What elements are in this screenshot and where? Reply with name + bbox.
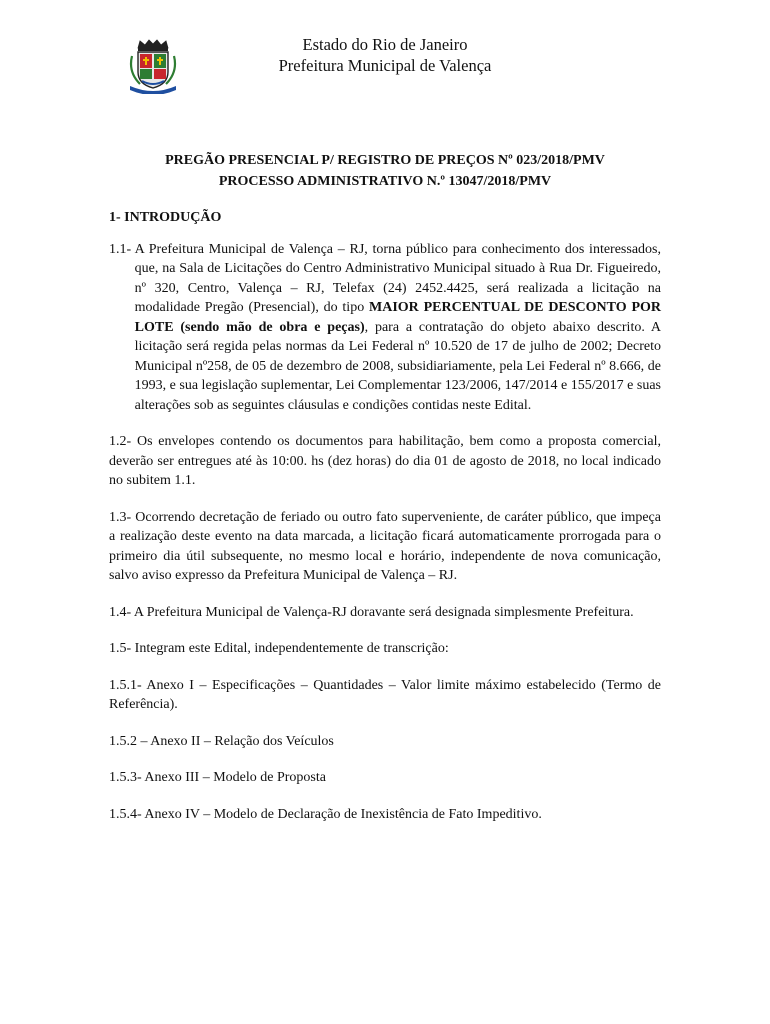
paragraph-emphasis: MAIOR PERCENTUAL DE DESCONTO POR LOTE (sendo mão de obra e peças) [134, 300, 661, 335]
annex-item-4: 1.5.4- Anexo IV – Modelo de Declaração de Inexistência de Fato Impeditivo. [109, 806, 542, 822]
section-heading: 1- INTRODUÇÃO [109, 210, 222, 225]
document-body [109, 208, 661, 841]
state-name: Estado do Rio de Janeiro [302, 35, 468, 54]
annex-item-3: 1.5.3- Anexo III – Modelo de Proposta [109, 770, 326, 785]
paragraph-number: 1.1- [109, 241, 135, 257]
bid-title: PREGÃO PRESENCIAL P/ REGISTRO DE PREÇOS Nº 023/2018/PMV [165, 153, 605, 168]
coat-of-arms-icon [126, 38, 180, 94]
document-header [230, 34, 540, 76]
paragraph-text [135, 240, 661, 416]
city-hall-name: Prefeitura Municipal de Valença [278, 56, 492, 75]
paragraph-text-part: A Prefeitura Municipal de Valença – RJ, torna público para conhecimento dos interessados, que, na Sala de Licitações do Centro Administrativo Municipal situado à Rua Dr. Figueiredo, nº 320, Centro, Valença – RJ, Telefax (24) 2452.4425, será realizada a licitação na modalidade Pregão (Presencial), do tipo [134, 241, 661, 315]
paragraph-text-part: , para a contratação do objeto abaixo descrito. A licitação será regida pelas normas da Lei Federal nº 10.520 de 17 de julho de 2002; Decreto Municipal nº258, de 05 de dezembro de 2008, subsidiariamente, pela Lei Federal nº 8.666, de 1993, e sua legislação suplementar, Lei Complementar 123/2006, 147/2014 e 155/2017 e suas alterações sob as seguintes cláusulas e condições contidas neste Edital. [134, 319, 662, 413]
document-title [100, 150, 670, 192]
paragraph-1-3: 1.3- Ocorrendo decretação de feriado ou outro fato superveniente, de caráter público, que impeça a realização deste evento na data marcada, a licitação ficará automaticamente prorrogada para o primeiro dia útil subsequente, no mesmo local e horário, independente de nova comunicação, salvo aviso expresso da Prefeitura Municipal de Valença – RJ. [109, 509, 661, 583]
annex-item-1: 1.5.1- Anexo I – Especificações – Quantidades – Valor limite máximo estabelecido (Termo de Referência). [109, 677, 661, 712]
paragraph-1-2: 1.2- Os envelopes contendo os documentos para habilitação, bem como a proposta comercial, deverão ser entregues até às 10:00. hs (dez horas) do dia 01 de agosto de 2018, no local indicado no subitem 1.1. [109, 434, 661, 488]
paragraph-1-5: 1.5- Integram este Edital, independentemente de transcrição: [109, 641, 449, 656]
paragraph-1-4: 1.4- A Prefeitura Municipal de Valença-RJ doravante será designada simplesmente Prefeitura. [109, 604, 634, 620]
process-title: PROCESSO ADMINISTRATIVO N.º 13047/2018/PMV [218, 174, 552, 189]
paragraph-1-1 [109, 240, 661, 416]
annex-item-2: 1.5.2 – Anexo II – Relação dos Veículos [109, 733, 334, 749]
